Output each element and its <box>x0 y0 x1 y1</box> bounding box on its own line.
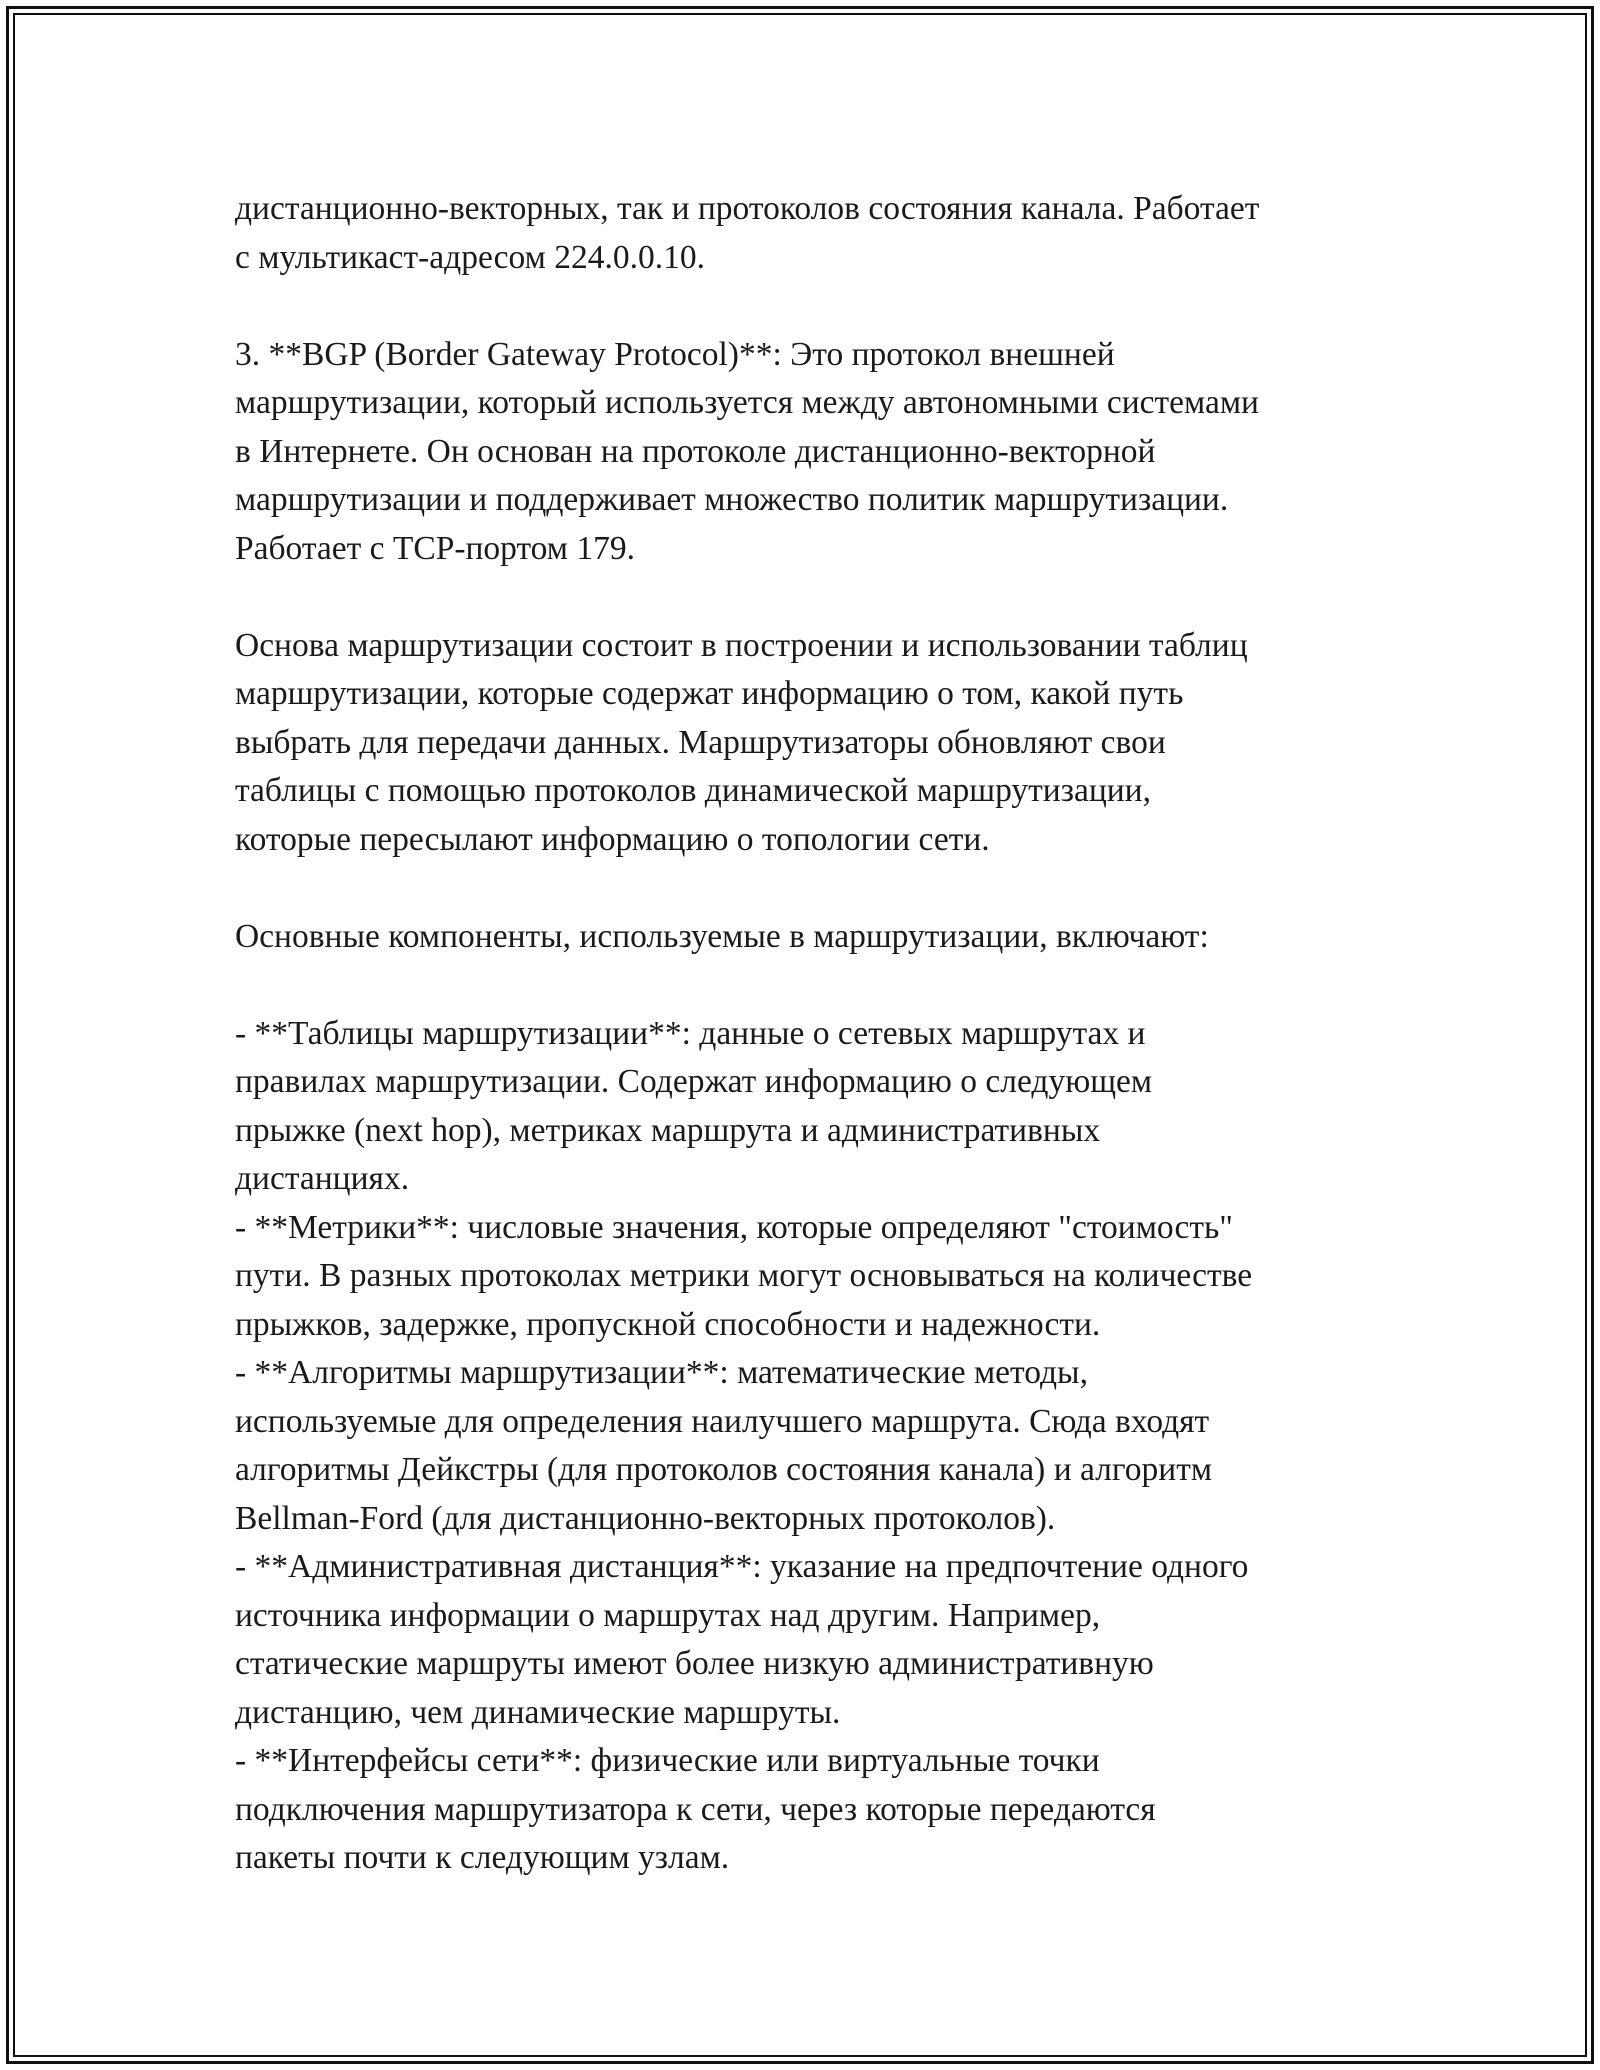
paragraph-components-intro <box>235 913 1415 962</box>
text-line: дистанционно-векторных, так и протоколов состояния канала. Работает <box>235 190 1260 227</box>
list-line: - **Алгоритмы маршрутизации**: математические методы, <box>235 1354 1088 1391</box>
text-line: Основа маршрутизации состоит в построении и использовании таблиц <box>235 626 1248 664</box>
paragraph-gap <box>235 864 1415 913</box>
list-line: - **Метрики**: числовые значения, которые определяют "стоимость" <box>235 1208 1233 1246</box>
text-line: в Интернете. Он основан на протоколе дистанционно-векторной <box>235 432 1156 470</box>
list-line: правилах маршрутизации. Содержат информацию о следующем <box>235 1063 1153 1100</box>
text-line: таблицы с помощью протоколов динамической маршрутизации, <box>235 772 1151 809</box>
text-line: маршрутизации, который используется между автономными системами <box>235 384 1259 421</box>
paragraph-routing-basics <box>235 622 1415 865</box>
list-line: статические маршруты имеют более низкую административную <box>235 1645 1154 1682</box>
components-list <box>235 1010 1415 1883</box>
paragraph-gap <box>235 282 1415 331</box>
list-line: пакеты почти к следующим узлам. <box>235 1839 730 1876</box>
list-line: подключения маршрутизатора к сети, через которые передаются <box>235 1790 1156 1828</box>
list-line: дистанциях. <box>235 1160 410 1197</box>
text-line: маршрутизации и поддерживает множество политик маршрутизации. <box>235 481 1229 518</box>
list-line: - **Административная дистанция**: указание на предпочтение одного <box>235 1548 1249 1585</box>
list-line: используемые для определения наилучшего маршрута. Сюда входят <box>235 1402 1210 1440</box>
list-line: пути. В разных протоколах метрики могут основываться на количестве <box>235 1257 1253 1294</box>
list-line: Bellman-Ford (для дистанционно-векторных протоколов). <box>235 1499 1056 1537</box>
list-line: прыжке (next hop), метриках маршрута и административных <box>235 1111 1101 1149</box>
list-line: дистанцию, чем динамические маршруты. <box>235 1693 841 1731</box>
paragraph-protocol-continuation <box>235 185 1415 282</box>
paragraph-gap <box>235 573 1415 622</box>
text-line: 3. **BGP (Border Gateway Protocol)**: Это протокол внешней <box>235 335 1115 373</box>
text-line: маршрутизации, которые содержат информацию о том, какой путь <box>235 675 1184 712</box>
list-line: прыжков, задержке, пропускной способности и надежности. <box>235 1305 1101 1343</box>
text-line: которые пересылают информацию о топологии сети. <box>235 820 990 858</box>
list-line: источника информации о маршрутах над другим. Например, <box>235 1596 1101 1634</box>
text-line: выбрать для передачи данных. Маршрутизаторы обновляют свои <box>235 723 1166 761</box>
document-body <box>235 185 1415 1883</box>
text-line: Основные компоненты, используемые в маршрутизации, включают: <box>235 917 1209 955</box>
text-line: Работает с TCP-портом 179. <box>235 529 635 567</box>
paragraph-bgp <box>235 331 1415 574</box>
list-line: алгоритмы Дейкстры (для протоколов состояния канала) и алгоритм <box>235 1451 1213 1488</box>
list-line: - **Таблицы маршрутизации**: данные о сетевых маршрутах и <box>235 1014 1146 1052</box>
text-line: с мультикаст-адресом 224.0.0.10. <box>235 238 705 276</box>
list-line: - **Интерфейсы сети**: физические или виртуальные точки <box>235 1742 1100 1779</box>
paragraph-gap <box>235 961 1415 1010</box>
